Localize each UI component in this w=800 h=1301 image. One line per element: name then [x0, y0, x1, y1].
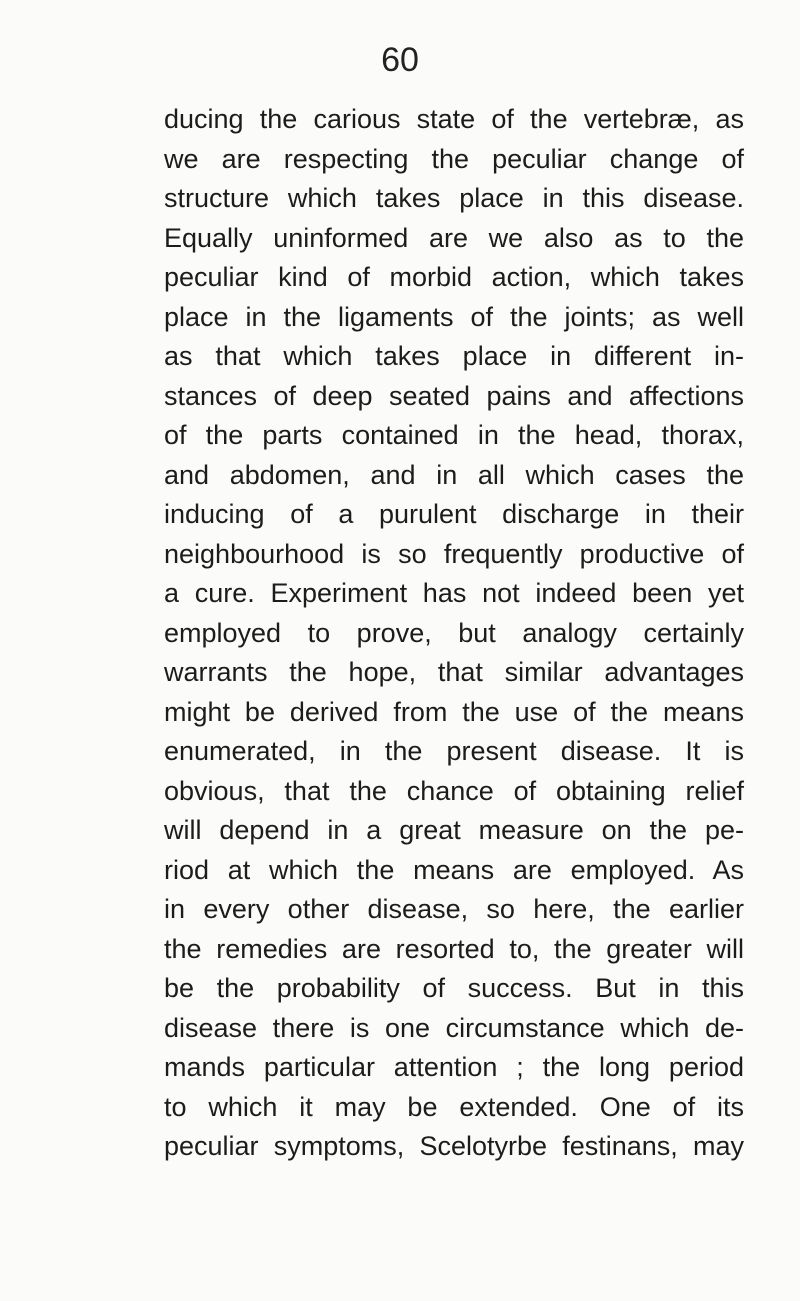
text-line: disease there is one circumstance which de-	[164, 1012, 744, 1043]
text-line: as that which takes place in different in-	[164, 341, 744, 371]
text-line: might be derived from the use of the means	[164, 696, 744, 727]
text-line: enumerated, in the present disease. It is	[164, 736, 744, 766]
text-line: and abdomen, and in all which cases the	[164, 459, 744, 490]
text-line: warrants the hope, that similar advantages	[164, 657, 744, 687]
text-line: Equally uninformed are we also as to the	[164, 222, 744, 253]
text-line: riod at which the means are employed. As	[164, 854, 744, 885]
text-line: peculiar kind of morbid action, which takes	[164, 262, 744, 292]
text-line: peculiar symptoms, Scelotyrbe festinans, may	[164, 1131, 744, 1161]
text-line: a cure. Experiment has not indeed been yet	[164, 578, 744, 608]
text-line: in every other disease, so here, the earlier	[164, 894, 744, 924]
text-line: of the parts contained in the head, thorax,	[164, 420, 744, 450]
text-line: neighbourhood is so frequently productive of	[164, 538, 744, 569]
text-line: structure which takes place in this disease.	[164, 183, 744, 213]
text-line: employed to prove, but analogy certainly	[164, 617, 744, 648]
text-line: will depend in a great measure on the pe-	[164, 815, 744, 845]
text-line: ducing the carious state of the vertebræ, as	[164, 104, 744, 134]
text-line: stances of deep seated pains and affections	[164, 380, 744, 411]
text-line: mands particular attention ; the long period	[164, 1052, 744, 1082]
text-line: place in the ligaments of the joints; as well	[164, 301, 744, 332]
page-number: 60	[381, 41, 419, 79]
text-line: the remedies are resorted to, the greater will	[164, 933, 744, 964]
text-line: obvious, that the chance of obtaining relief	[164, 775, 744, 806]
text-line: inducing of a purulent discharge in their	[164, 499, 744, 529]
text-line: be the probability of success. But in this	[164, 973, 744, 1003]
text-line: to which it may be extended. One of its	[164, 1091, 744, 1122]
body-text	[164, 100, 744, 1167]
text-line: we are respecting the peculiar change of	[164, 143, 744, 174]
